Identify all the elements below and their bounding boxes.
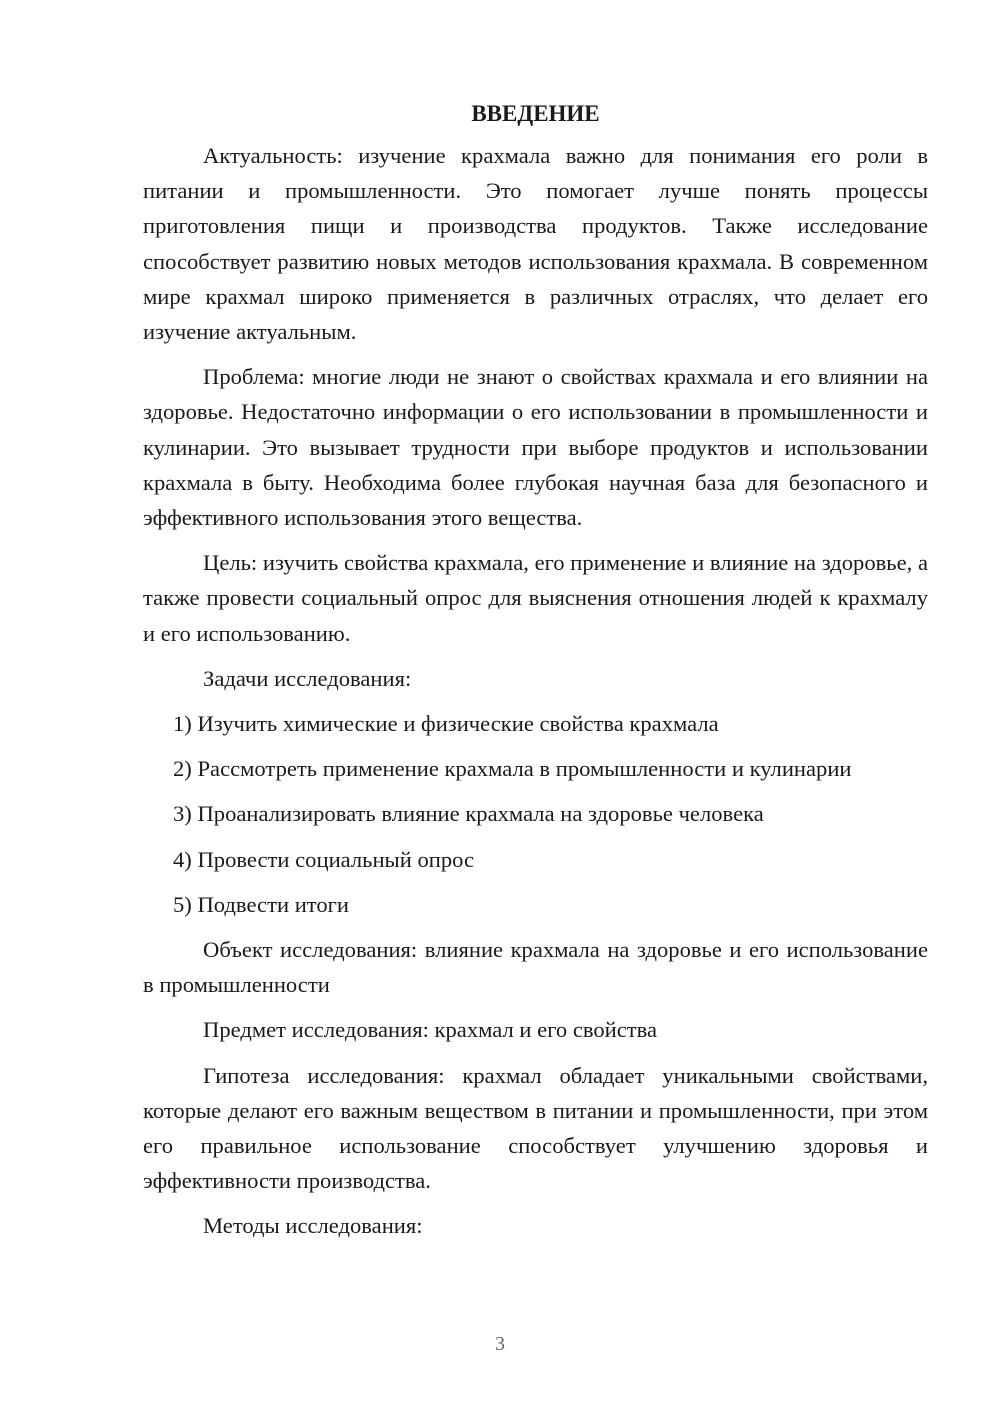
- list-item: 3) Проанализировать влияние крахмала на здоровье человека: [173, 801, 764, 827]
- list-item: 4) Провести социальный опрос: [173, 846, 475, 872]
- list-item: 1) Изучить химические и физические свойства крахмала: [173, 711, 719, 737]
- paragraph-relevance: Актуальность: изучение крахмала важно для понимания его роли в питании и промышленности. Это помогает лучше понять процессы приготовления пищи и производства продуктов. Также исследование способствует развитию новых методов использования крахмала. В современном мире крахмал широко применяется в различных отраслях, что делает его изучение актуальным.: [143, 143, 928, 345]
- tasks-list: [143, 706, 928, 922]
- paragraph-hypothesis: Гипотеза исследования: крахмал обладает уникальными свойствами, которые делают его важным веществом в питании и промышленности, при этом его правильное использование способствует улучшению здоровья и эффективности производства.: [143, 1062, 928, 1194]
- section-title: ВВЕДЕНИЕ: [471, 101, 600, 126]
- list-item: 2) Рассмотреть применение крахмала в промышленности и кулинарии: [173, 756, 852, 782]
- methods-heading: Методы исследования:: [203, 1213, 423, 1239]
- paragraph-problem: Проблема: многие люди не знают о свойствах крахмала и его влиянии на здоровье. Недостаточно информации о его использовании в промышленности и кулинарии. Это вызывает трудности при выборе продуктов и использовании крахмала в быту. Необходима более глубокая научная база для безопасного и эффективного использования этого вещества.: [143, 364, 928, 531]
- page-number: 3: [495, 1333, 505, 1355]
- tasks-heading: Задачи исследования:: [203, 665, 412, 691]
- paragraph-object: Объект исследования: влияние крахмала на здоровье и его использование в промышленности: [143, 937, 928, 998]
- document-page: [143, 96, 928, 1254]
- list-item: 5) Подвести итоги: [173, 891, 350, 917]
- paragraph-goal: Цель: изучить свойства крахмала, его применение и влияние на здоровье, а также провести социальный опрос для выяснения отношения людей к крахмалу и его использованию.: [143, 550, 928, 646]
- paragraph-subject: Предмет исследования: крахмал и его свойства: [203, 1017, 658, 1043]
